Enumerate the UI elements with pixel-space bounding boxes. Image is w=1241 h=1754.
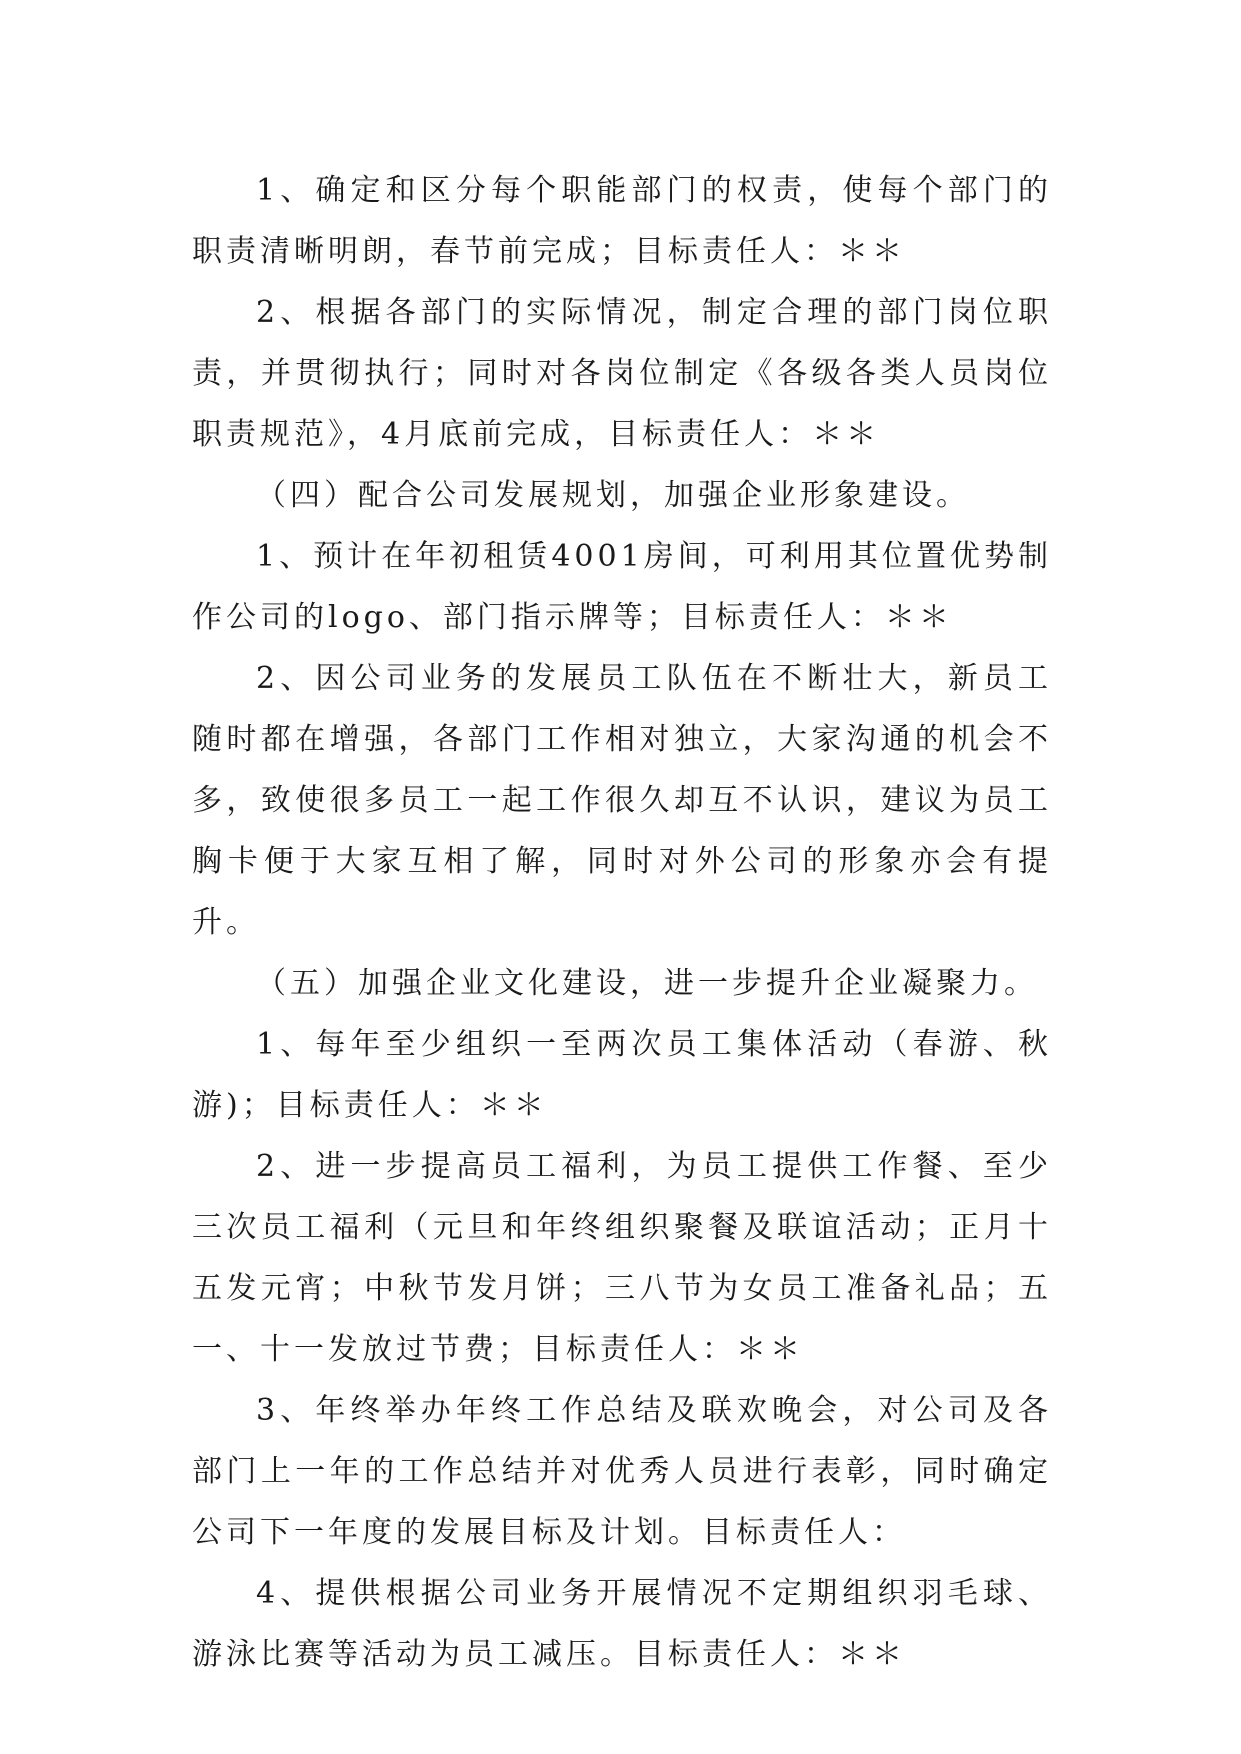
paragraph-item-7: 3、年终举办年终工作总结及联欢晚会，对公司及各部门上一年的工作总结并对优秀人员进行表彰，同时确定公司下一年度的发展目标及计划。目标责任人：	[192, 1393, 1052, 1550]
section-heading-5: （五）加强企业文化建设，进一步提升企业凝聚力。	[256, 966, 1038, 1001]
paragraph-item-3: 1、预计在年初租赁4001房间，可利用其位置优势制作公司的logo、部门指示牌等；目标责任人：＊＊	[192, 539, 1052, 635]
paragraph-item-4: 2、因公司业务的发展员工队伍在不断壮大，新员工随时都在增强，各部门工作相对独立，大家沟通的机会不多，致使很多员工一起工作很久却互不认识，建议为员工胸卡便于大家互相了解，同时对外公司的形象亦会有提升。	[192, 661, 1052, 940]
paragraph-item-8: 4、提供根据公司业务开展情况不定期组织羽毛球、游泳比赛等活动为员工减压。目标责任人：＊＊	[192, 1576, 1052, 1672]
paragraph-item-5: 1、每年至少组织一至两次员工集体活动（春游、秋游)；目标责任人：＊＊	[192, 1027, 1052, 1123]
paragraph-item-1: 1、确定和区分每个职能部门的权责，使每个部门的职责清晰明朗，春节前完成；目标责任人：＊＊	[192, 173, 1052, 269]
paragraph-item-2: 2、根据各部门的实际情况，制定合理的部门岗位职责，并贯彻执行；同时对各岗位制定《各级各类人员岗位职责规范》，4月底前完成，目标责任人：＊＊	[192, 295, 1052, 452]
paragraph-item-6: 2、进一步提高员工福利，为员工提供工作餐、至少三次员工福利（元旦和年终组织聚餐及联谊活动；正月十五发元宵；中秋节发月饼；三八节为女员工准备礼品；五一、十一发放过节费；目标责任人：＊＊	[192, 1149, 1052, 1367]
section-heading-4: （四）配合公司发展规划，加强企业形象建设。	[256, 478, 970, 513]
document-body	[192, 160, 1052, 1685]
